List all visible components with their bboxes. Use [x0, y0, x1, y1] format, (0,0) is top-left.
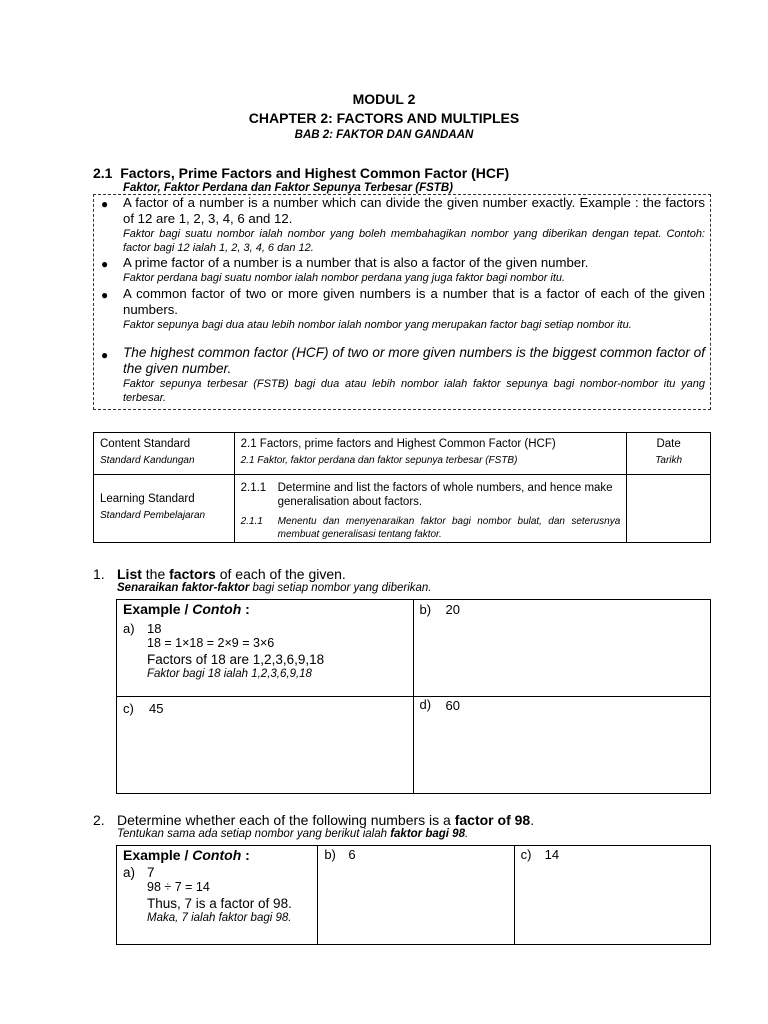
- definition-en: A common factor of two or more given numbers is a number that is a factor of each of the given numbers.: [123, 286, 705, 317]
- q2-ms-end: .: [464, 828, 469, 840]
- date-entry-cell[interactable]: [627, 475, 711, 543]
- example-number: 18: [147, 621, 162, 636]
- example-answer: Thus, 7 is a factor of 98.: [147, 896, 292, 911]
- answer-cell-c[interactable]: [514, 846, 710, 945]
- question-2-text: [117, 812, 534, 828]
- item-value: 45: [149, 701, 164, 716]
- section-title: Factors, Prime Factors and Highest Common Factor (HCF): [120, 165, 510, 181]
- content-standard-text-cell: [234, 433, 627, 475]
- section-number: 2.1: [93, 165, 113, 181]
- content-standard-label-cell: [94, 433, 235, 475]
- date-label: Date: [656, 438, 681, 450]
- date-label-ms: Tarikh: [655, 455, 683, 466]
- example-answer-ms: Faktor bagi 18 ialah 1,2,3,6,9,18: [147, 668, 312, 680]
- item-letter: c): [123, 701, 134, 716]
- item-letter: c): [520, 847, 532, 862]
- learning-standard-text-cell: [234, 475, 627, 543]
- chapter-title: CHAPTER 2: FACTORS AND MULTIPLES: [248, 110, 520, 126]
- example-working: 98 ÷ 7 = 14: [147, 880, 210, 894]
- bullet-icon: ●: [101, 257, 109, 271]
- q2-end: .: [530, 812, 535, 828]
- example-letter: a): [123, 621, 135, 636]
- learning-standard-label-cell: [94, 475, 235, 543]
- content-standard-label-ms: Standard Kandungan: [100, 455, 195, 466]
- answer-cell-b[interactable]: [318, 846, 514, 945]
- item-letter: b): [419, 602, 432, 617]
- q1-the-word: the: [141, 566, 170, 582]
- q1-ms-rest: bagi setiap nombor yang diberikan.: [249, 582, 432, 594]
- learning-standard-label-ms: Standard Pembelajaran: [100, 510, 206, 521]
- example-number: 7: [147, 865, 155, 880]
- definition-item: [123, 195, 705, 255]
- section-heading: [93, 165, 509, 181]
- date-label-cell: [627, 433, 711, 475]
- definition-item: [123, 286, 705, 332]
- learning-standard-text: Determine and list the factors of whole numbers, and hence make generalisation about factors.: [277, 482, 613, 508]
- definition-ms: Faktor perdana bagi suatu nombor ialah nombor perdana yang juga faktor bagi nombor itu.: [123, 272, 566, 284]
- q2-ms-text: Tentukan sama ada setiap nombor yang berikut ialah: [117, 828, 391, 840]
- definition-item: [123, 345, 705, 405]
- example-letter: a): [123, 865, 136, 880]
- item-letter: d): [419, 697, 432, 712]
- bullet-icon: ●: [101, 197, 109, 211]
- learning-standard-number: 2.1.1: [240, 482, 267, 494]
- definition-en: The highest common factor (HCF) of two or more given numbers is the biggest common factor of the given number.: [123, 345, 705, 376]
- item-value: 20: [445, 602, 460, 617]
- item-value: 14: [544, 847, 560, 862]
- q2-ms-bold: faktor bagi 98: [390, 828, 465, 840]
- answer-cell-b[interactable]: [413, 600, 711, 697]
- question-1-table: [116, 599, 711, 794]
- q1-list-word: List: [117, 566, 142, 582]
- question-2-table: [116, 845, 711, 945]
- content-standard-label: Content Standard: [100, 438, 191, 450]
- definition-en: A prime factor of a number is a number that is also a factor of the given number.: [123, 255, 589, 270]
- question-1-text-ms: [117, 582, 432, 594]
- question-2-text-ms: [117, 828, 468, 840]
- standards-table: [93, 432, 711, 543]
- definition-en: A factor of a number is a number which can divide the given number exactly. Example : the factors of 12 are 1, 2, 3, 4, 6 and 12.: [123, 195, 705, 226]
- answer-cell-d[interactable]: [413, 697, 711, 794]
- item-value: 60: [445, 698, 460, 713]
- content-standard-text: 2.1 Factors, prime factors and Highest Common Factor (HCF): [240, 438, 556, 450]
- q2-bold: factor of 98: [454, 812, 531, 828]
- question-1-number: 1.: [93, 566, 105, 582]
- definition-ms: Faktor sepunya bagi dua atau lebih nombor ialah nombor yang merupakan factor bagi setiap nombor itu.: [123, 319, 632, 331]
- answer-cell-c[interactable]: [117, 697, 414, 794]
- question-1-text: [117, 566, 346, 582]
- q2-text: Determine whether each of the following numbers is a: [117, 812, 455, 828]
- definition-ms: Faktor bagi suatu nombor ialah nombor yang boleh membahagikan nombor yang diberikan dengan tepat. Contoh: factor bagi 12 ialah 1, 2, 3, 4, 6 dan 12.: [123, 228, 705, 254]
- module-title: MODUL 2: [352, 91, 416, 107]
- item-letter: b): [324, 847, 336, 862]
- example-label: Example / Contoh :: [123, 847, 250, 863]
- definition-ms: Faktor sepunya terbesar (FSTB) bagi dua atau lebih nombor ialah faktor sepunya bagi nombor-nombor itu yang terbesar.: [123, 378, 705, 404]
- example-cell: [117, 600, 414, 697]
- example-label: Example / Contoh :: [123, 601, 250, 617]
- bullet-icon: ●: [101, 288, 109, 302]
- q1-factors-word: factors: [169, 566, 216, 582]
- section-title-ms: Faktor, Faktor Perdana dan Faktor Sepunya Terbesar (FSTB): [123, 182, 453, 194]
- learning-standard-text-ms: Menentu dan menyenaraikan faktor bagi nombor bulat, dan seterusnya membuat generalisasi tentang faktor.: [277, 516, 621, 540]
- learning-standard-number-ms: 2.1.1: [240, 516, 263, 527]
- example-cell: [117, 846, 318, 945]
- example-answer-ms: Maka, 7 ialah faktor bagi 98.: [147, 912, 292, 924]
- bullet-icon: ●: [101, 348, 109, 362]
- content-standard-text-ms: 2.1 Faktor, faktor perdana dan faktor sepunya terbesar (FSTB): [240, 455, 518, 466]
- q1-rest: of each of the given.: [215, 566, 346, 582]
- q1-ms-bold: Senaraikan faktor-faktor: [117, 582, 250, 594]
- learning-standard-label: Learning Standard: [100, 493, 195, 505]
- question-2-number: 2.: [93, 812, 105, 828]
- item-value: 6: [348, 847, 356, 862]
- definition-item: [123, 255, 705, 285]
- chapter-title-ms: BAB 2: FAKTOR DAN GANDAAN: [294, 129, 474, 141]
- example-answer: Factors of 18 are 1,2,3,6,9,18: [147, 652, 325, 667]
- example-working: 18 = 1×18 = 2×9 = 3×6: [147, 636, 275, 650]
